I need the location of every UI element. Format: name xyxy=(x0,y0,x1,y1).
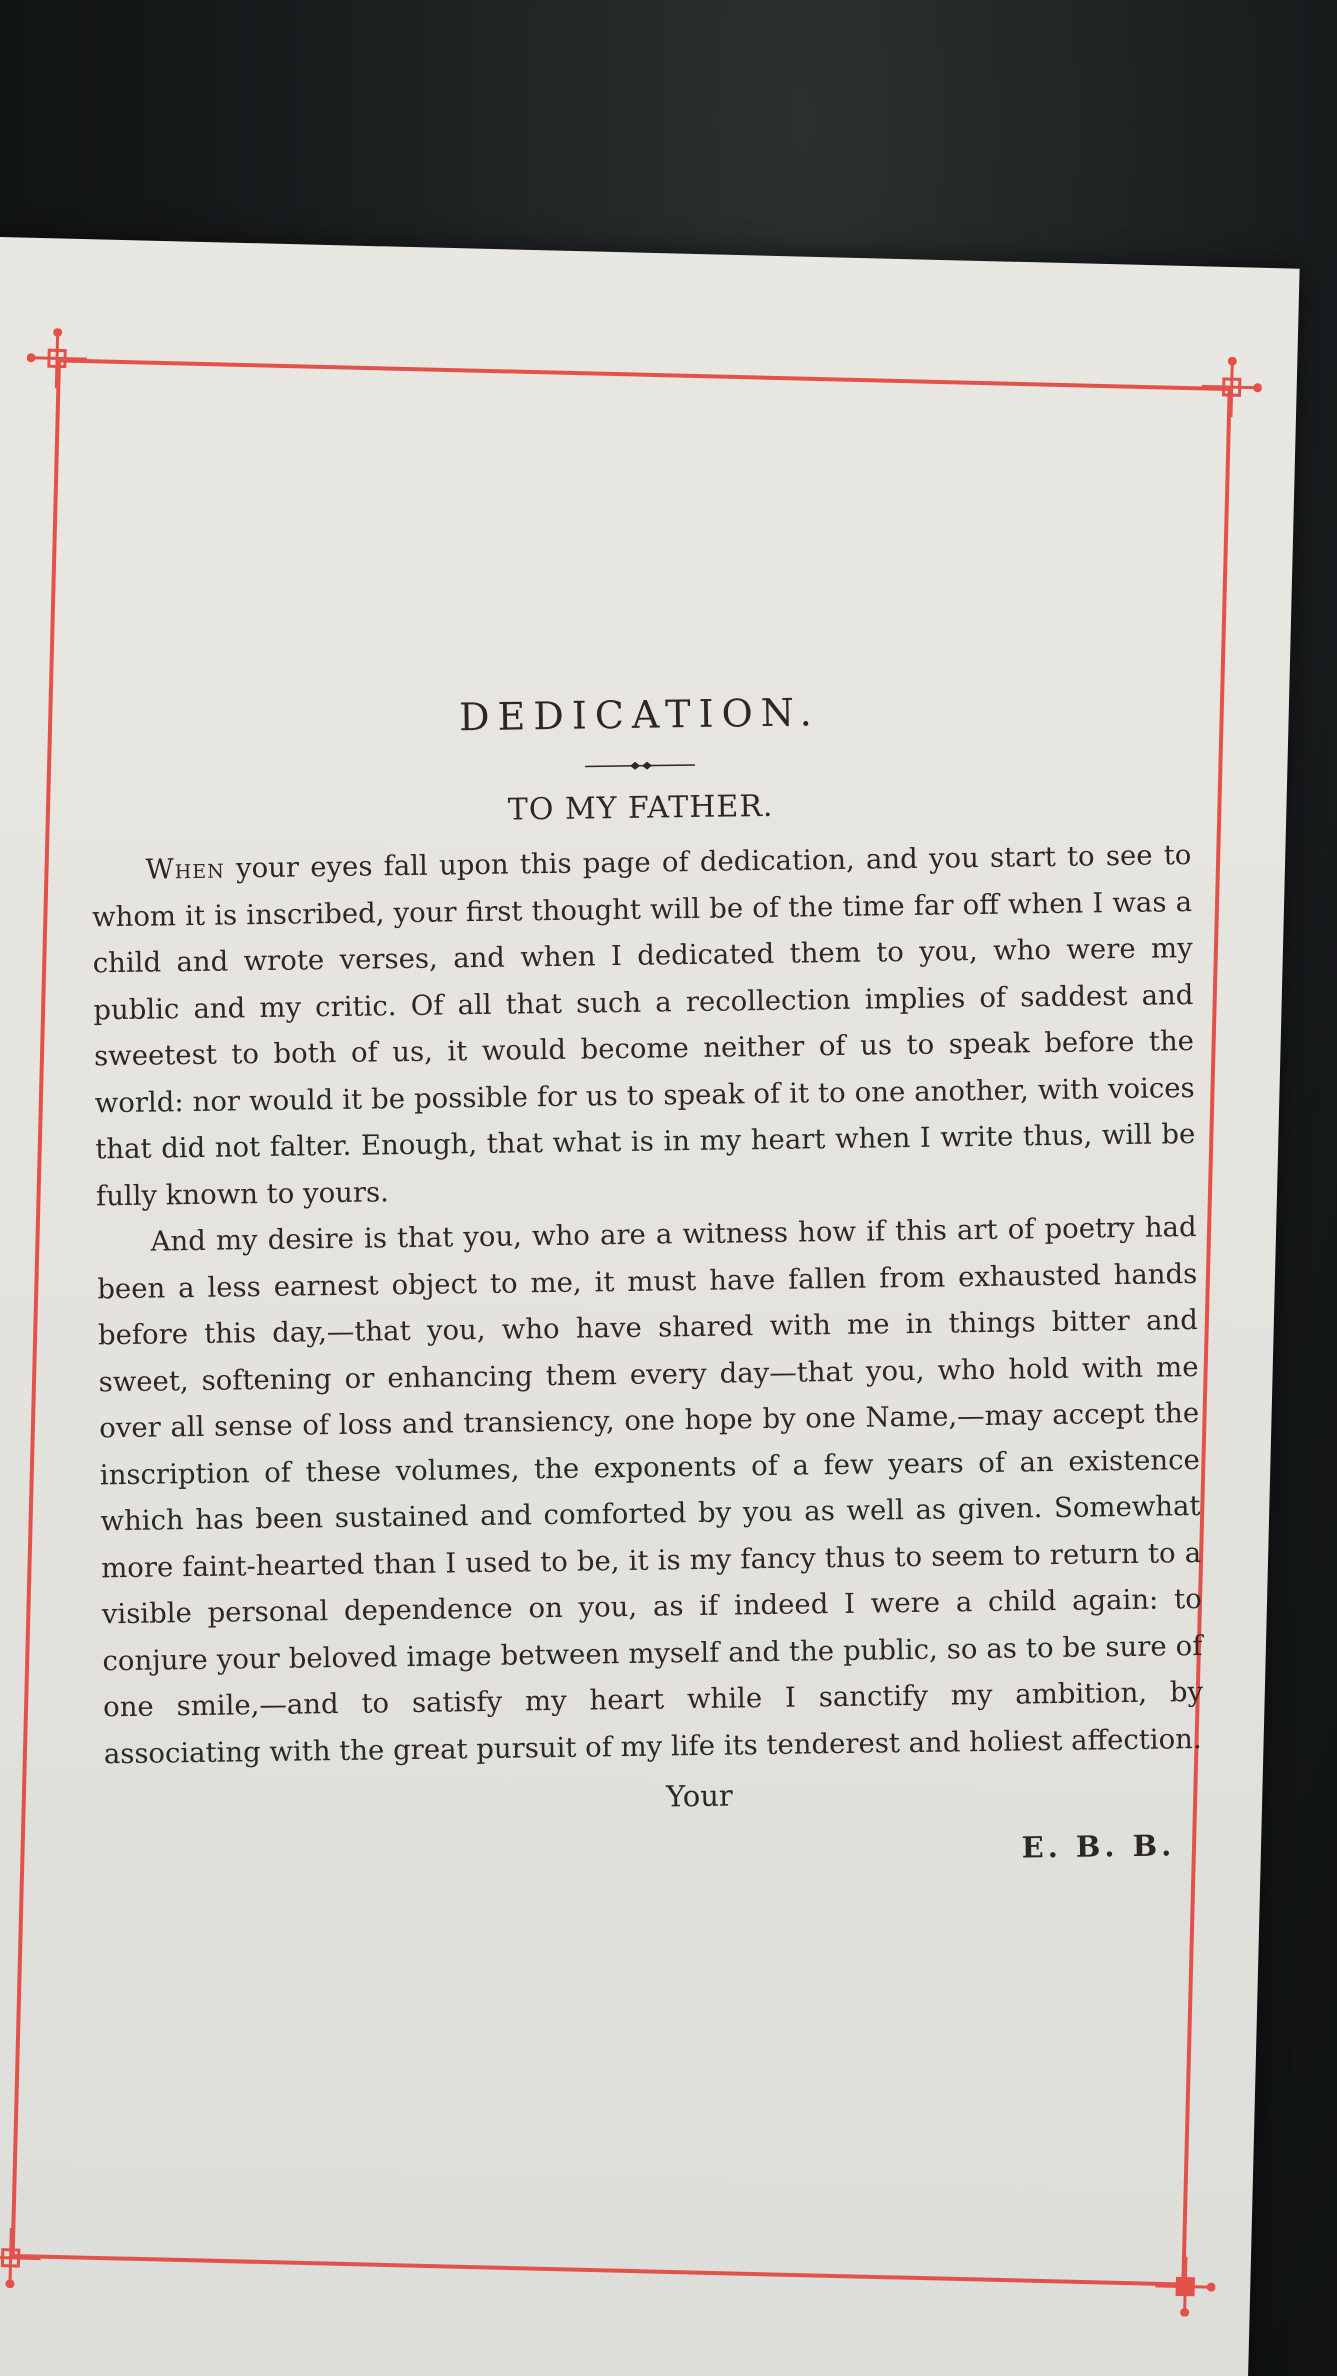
page-subtitle: TO MY FATHER. xyxy=(507,788,774,828)
corner-ornament-icon xyxy=(1155,2256,1216,2317)
signoff: Your xyxy=(665,1778,734,1814)
corner-ornament-icon xyxy=(1201,356,1262,417)
author-initials: E. B. B. xyxy=(1021,1828,1176,1865)
paragraph-first-body: your eyes fall upon this page of dedication, and you start to see to whom it is inscribed, your first thought will be of the time far off when I was a child and wrote verses, and when I dedicated them to you, who were my public and my critic. Of all that such a recollection implies of saddest and sweetest to both of us, it would become neither of us to speak before the world: nor would it be possible for us to speak of it to one another, with voices that did not falter. Enough, that what is in my heart when I write thus, will be fully known to yours. xyxy=(91,839,1196,1212)
paragraph-lead-word: When xyxy=(145,852,226,886)
corner-ornament-icon xyxy=(26,328,87,389)
page-title: DEDICATION. xyxy=(458,690,820,740)
dedication-text-block xyxy=(89,685,1205,1877)
paragraph-second: And my desire is that you, who are a witness how if this art of poetry had been a less earnest object to me, it must have fallen from exhausted hands before this day,—that you, who have shared with me in things bitter and sweet, softening or enhancing them every day—that you, who hold with me over all sense of loss and transiency, one hope by one Name,—may accept the inscription of these volumes, the exponents of a few years of an existence which has been sustained and comforted by you as well as given. Somewhat more faint-hearted than I used to be, it is my fancy thus to seem to return to a visible personal dependence on you, as if indeed I were a child again: to conjure your beloved image between myself and the public, so as to be sure of one smile,—and to satisfy my heart while I sanctify my ambition, by associating with the great pursuit of my life its tenderest and holiest affection. xyxy=(97,1210,1204,1770)
corner-ornament-icon xyxy=(0,2227,41,2288)
divider-ornament-icon xyxy=(585,758,695,774)
book-page xyxy=(0,236,1300,2376)
paragraph-first xyxy=(91,832,1196,1219)
